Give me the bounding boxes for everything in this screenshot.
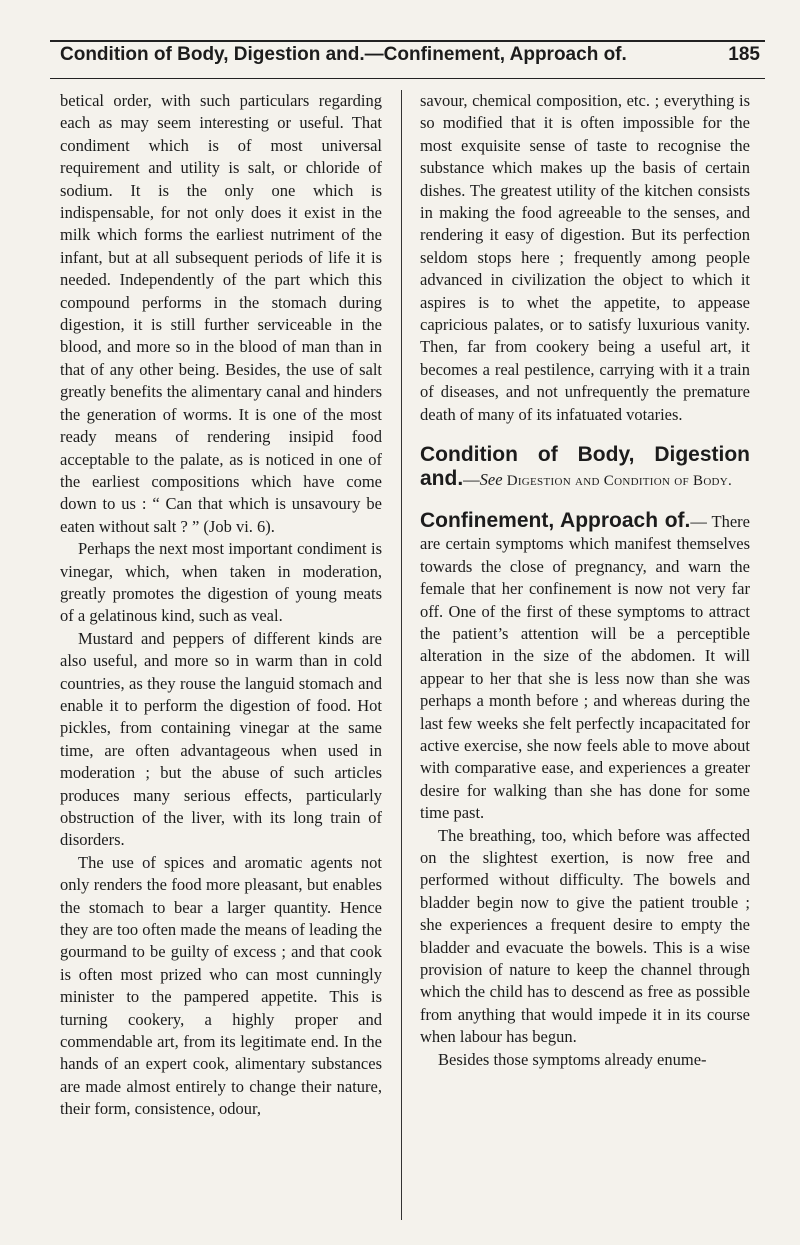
paragraph-salt: betical order, with such particulars regarding each as may seem interesting or useful. That condiment which is of most universal requirement and utility is salt, or chloride of sodium. It is the only one which is indispensable, for not only does it exist in the milk which forms the earliest nutriment of the infant, but at all subsequent periods of life it is needed. Independently of the part which this compound performs in the stomach during digestion, it is still further serviceable in the blood, and more so in the blood of man than in that of any other being. Besides, the use of salt greatly benefits the alimentary canal and hinders the generation of worms. It is one of the most ready means of rendering insipid food acceptable to the palate, as is noticed in one of the earliest compositions which have come down to us : “ Can that which is unsavoury be eaten without salt ? ” (Job vi. 6). (60, 91, 382, 536)
page-number: 185 (728, 44, 760, 65)
entry-dash: — (690, 511, 707, 531)
entry-heading-condition: Condition of Body, Digestion and. (420, 443, 750, 490)
paragraph-spices: The use of spices and aromatic agents not only renders the food more pleasant, but enables the stomach to bear a larger quantity. Hence they are too often made the means of leading the gourmand to be guilty of excess ; and that cook is often most prized who can most cunningly minister to the pampered appetite. This is turning cookery, a highly proper and commendable art, from its legitimate end. In the hands of an expert cook, alimentary substances are made almost entirely to change their nature, their form, consistence, odour, (60, 852, 382, 1119)
running-head-title: Condition of Body, Digestion and.—Confinement, Approach of. (60, 44, 627, 65)
see-reference-label: See (479, 469, 503, 489)
top-rule (50, 40, 765, 42)
paragraph-cookery: savour, chemical composition, etc. ; everything is so modified that it is often impossible for the most exquisite sense of taste to recognise the substance which makes up the basis of certain dishes. The greatest utility of the kitchen consists in making the food agreeable to the senses, and rendering it easy of digestion. But its perfection seldom stops here ; frequently among people advanced in civilization the object to which it aspires is to whet the appetite, to appease capricious palates, or to satisfy luxurious vanity. Then, far from cookery being a useful art, it becomes a real pestilence, carrying with it a train of diseases, and not unfrequently the premature death of many of its infatuated votaries. (420, 91, 750, 424)
cross-reference-link: Digestion and Condition of Body. (506, 472, 733, 489)
paragraph-mustard: Mustard and peppers of different kinds are also useful, and more so in warm than in cold countries, as they rouse the languid stomach and enable it to perform the digestion of food. Hot pickles, from containing vinegar at the same time, are often advantageous when used in moderation ; but the abuse of such articles produces many serious effects, particularly obstruction of the liver, with its long train of disorders. (60, 628, 382, 850)
entry-condition-of-body (420, 444, 750, 492)
paragraph-symptoms: There are certain symptoms which manifest themselves towards the close of pregnancy, and warn the female that her confinement is now not very far off. One of the first of these symptoms to attract the patient’s attention will be a perceptible alteration in the size of the abdomen. It will appear to her that she is less now than she was perhaps a month before ; and whereas during the last few weeks she felt perfectly incapacitated for active exercise, she now feels able to move about with comparative ease, and experiences a greater desire for walking than she has done for some time past. (420, 511, 751, 823)
paragraph-breathing: The breathing, too, which before was affected on the slightest exertion, is now free and performed without difficulty. The bowels and bladder begin now to give the patient trouble ; she experiences a frequent desire to empty the bladder and evacuate the bowels. This is a wise provision of nature to keep the channel through which the child has to descend as free as possible from anything that would impede it in its course when labour has begun. (420, 825, 750, 1047)
paragraph-vinegar: Perhaps the next most important condiment is vinegar, which, when taken in moderation, greatly promotes the digestion of young meats of a gelatinous kind, such as veal. (60, 539, 382, 626)
right-column (420, 90, 750, 1071)
header-rule (50, 78, 765, 79)
left-column (60, 90, 382, 1121)
entry-heading-confinement: Confinement, Approach of. (420, 508, 691, 532)
column-divider (401, 90, 402, 1220)
running-header (60, 44, 760, 70)
entry-confinement (420, 510, 750, 825)
entry-dash: — (463, 469, 480, 489)
paragraph-continued: Besides those symptoms already enume- (438, 1049, 707, 1069)
